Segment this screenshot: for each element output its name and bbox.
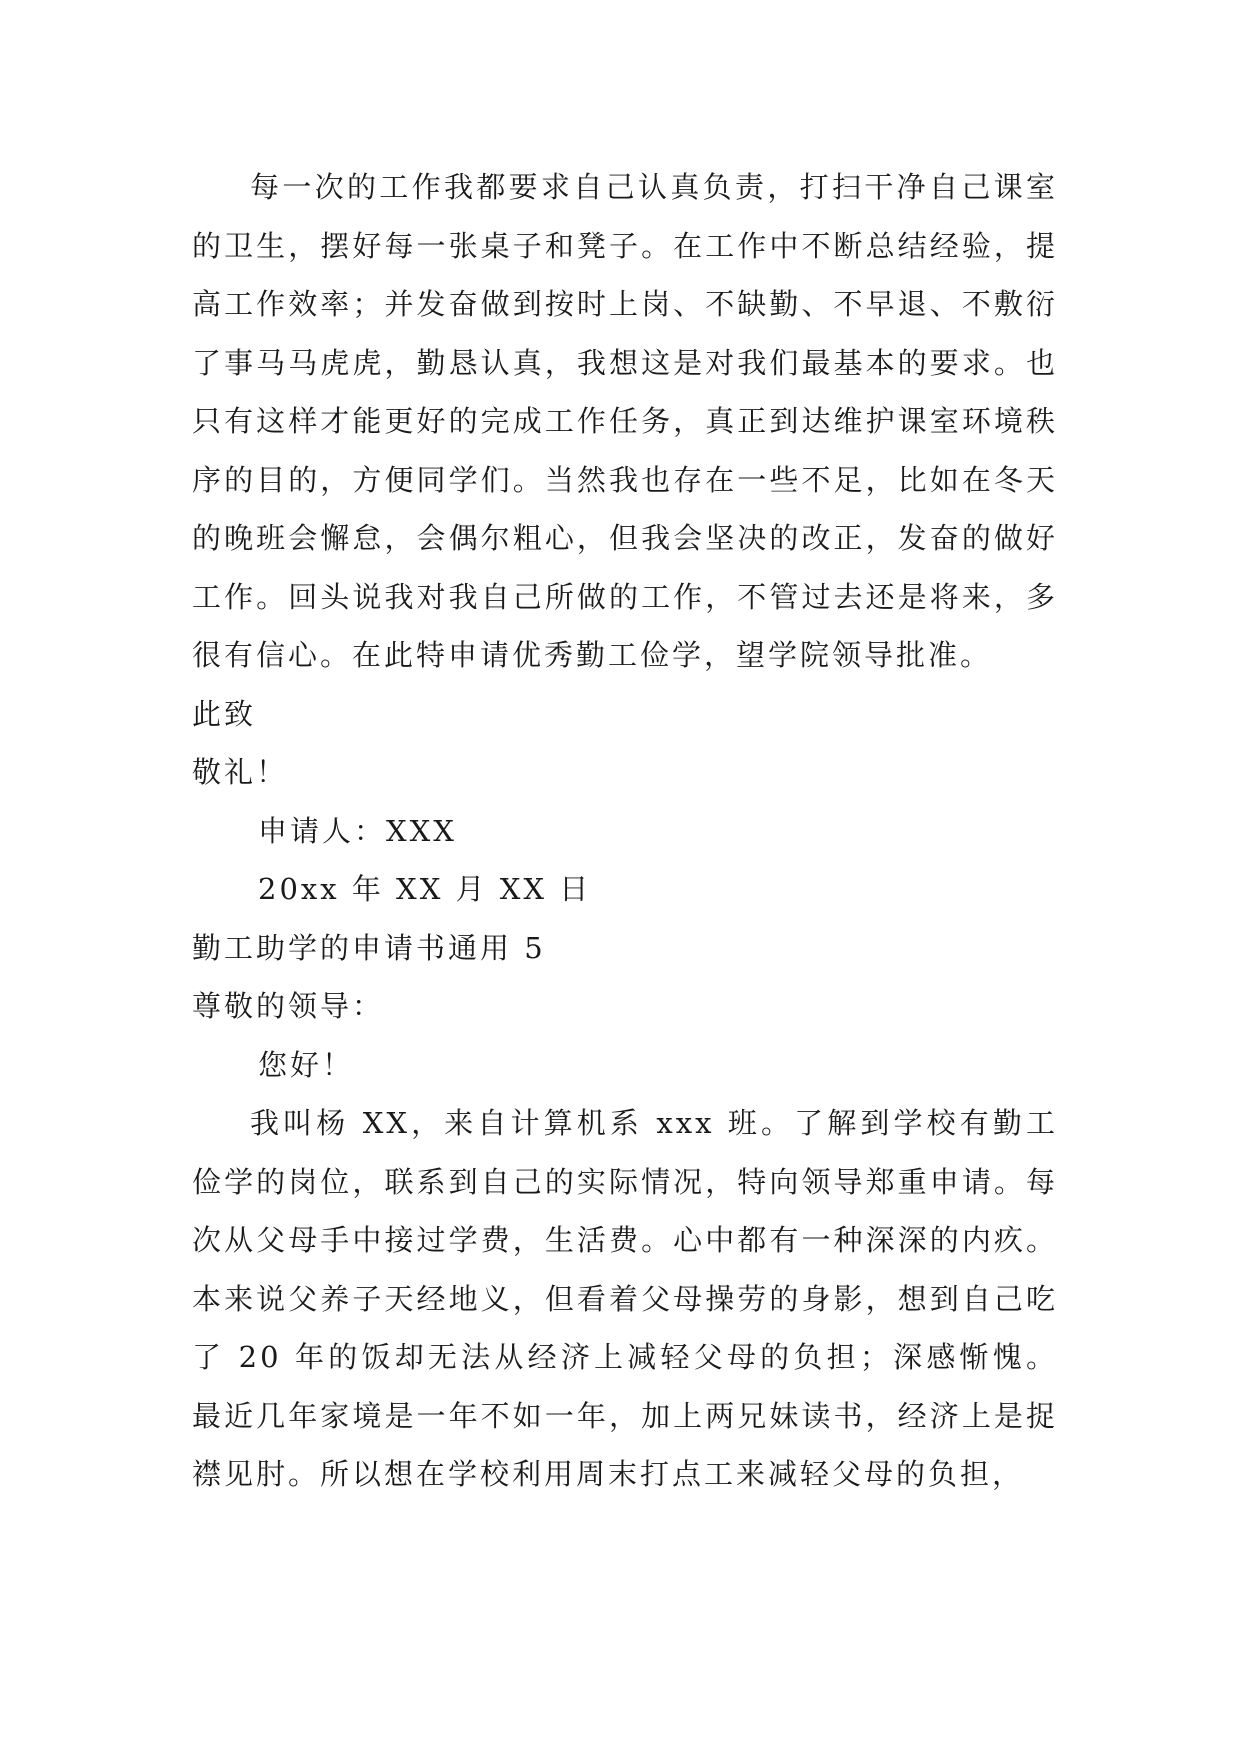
closing-line-2: 敬礼！ — [192, 755, 289, 789]
section-title: 勤工助学的申请书通用 5 — [192, 930, 546, 965]
application-date: 20xx 年 XX 月 XX 日 — [258, 872, 592, 906]
paragraph-work-duties: 每一次的工作我都要求自己认真负责，打扫干净自己课室的卫生，摆好每一张桌子和凳子。在工作中不断总结经验，提高工作效率；并发奋做到按时上岗、不缺勤、不早退、不敷衍了事马马虎虎，勤恳认真，我想这是对我们最基本的要求。也只有这样才能更好的完成工作任务，真正到达维护课室环境秩序的目的，方便同学们。当然我也存在一些不足，比如在冬天的晚班会懈怠，会偶尔粗心，但我会坚决的改正，发奋的做好工作。回头说我对我自己所做的工作，不管过去还是将来，多很有信心。在此特申请优秀勤工俭学，望学院领导批准。 — [192, 170, 1058, 672]
closing-line-1: 此致 — [192, 696, 257, 731]
paragraph-introduction: 我叫杨 XX，来自计算机系 xxx 班。了解到学校有勤工俭学的岗位，联系到自己的实际情况，特向领导郑重申请。每次从父母手中接过学费，生活费。心中都有一种深深的内疚。本来说父养子天经地义，但看着父母操劳的身影，想到自己吃了 20 年的饭却无法从经济上减轻父母的负担；深感惭愧。最近几年家境是一年不如一年，加上两兄妹读书，经济上是捉襟见肘。所以想在学校利用周末打点工来减轻父母的负担， — [192, 1106, 1058, 1491]
document-body — [192, 158, 1058, 1504]
greeting: 您好！ — [258, 1047, 355, 1082]
applicant-signature: 申请人：XXX — [258, 813, 457, 848]
salutation: 尊敬的领导： — [192, 989, 385, 1023]
